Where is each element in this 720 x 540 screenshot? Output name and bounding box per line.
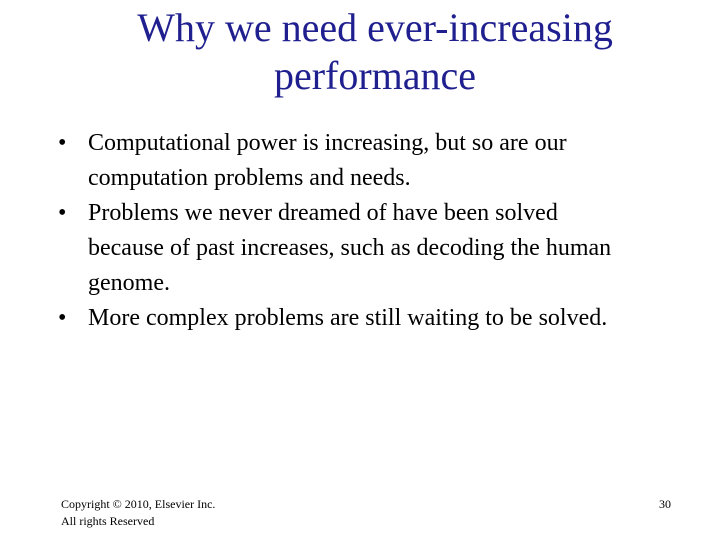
bullet-text-line: computation problems and needs. [88, 165, 411, 191]
bullet-marker: • [58, 200, 67, 226]
bullet-marker: • [58, 130, 67, 156]
page-number: 30 [659, 497, 671, 511]
bullet-text-line: because of past increases, such as decoding the human [88, 235, 612, 261]
slide-title-line-1: Why we need ever-increasing [137, 5, 613, 50]
bullet-marker: • [58, 305, 67, 331]
bullet-item-computational-power [58, 126, 708, 196]
bullet-item-complex-problems [58, 301, 708, 336]
bullet-text-line: Computational power is increasing, but so are our [88, 130, 567, 156]
footer-copyright [61, 496, 215, 530]
bullet-text-line: genome. [88, 270, 170, 296]
slide-title-line-2: performance [273, 53, 477, 98]
copyright-line-2: All rights Reserved [61, 514, 155, 528]
bullet-text-line: More complex problems are still waiting to be solved. [88, 305, 608, 331]
slide-title [60, 4, 690, 100]
bullet-text-line: Problems we never dreamed of have been solved [88, 200, 558, 226]
copyright-line-1: Copyright © 2010, Elsevier Inc. [61, 497, 216, 511]
bullet-list [58, 126, 708, 336]
bullet-item-problems-solved [58, 196, 708, 301]
